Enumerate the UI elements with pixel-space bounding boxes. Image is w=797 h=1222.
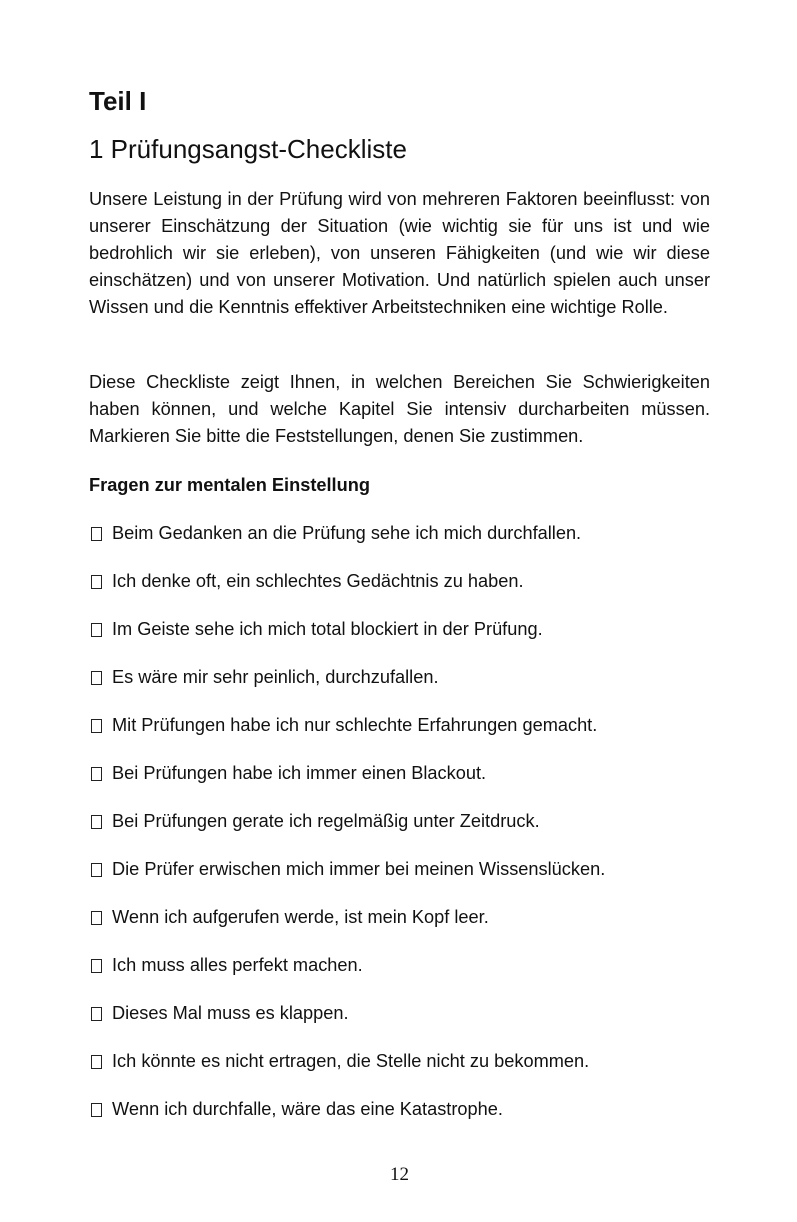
checklist [89,520,710,1144]
checklist-item-label: Ich könnte es nicht ertragen, die Stelle nicht zu bekommen. [112,1051,590,1071]
checklist-item[interactable] [89,616,710,643]
checklist-item[interactable] [89,664,710,691]
checkbox-icon[interactable] [91,623,102,637]
checklist-item-label: Die Prüfer erwischen mich immer bei meinen Wissenslücken. [112,859,606,879]
checkbox-icon[interactable] [91,911,102,925]
checkbox-icon[interactable] [91,1103,102,1117]
checkbox-icon[interactable] [91,959,102,973]
checklist-item[interactable] [89,712,710,739]
checklist-item[interactable] [89,1000,710,1027]
checklist-item[interactable] [89,952,710,979]
checklist-item[interactable] [89,1048,710,1075]
checklist-item[interactable] [89,1096,710,1123]
checklist-item-label: Ich muss alles perfekt machen. [112,955,363,975]
checklist-item[interactable] [89,520,710,547]
checklist-item-label: Mit Prüfungen habe ich nur schlechte Erfahrungen gemacht. [112,715,598,735]
checklist-item-label: Wenn ich aufgerufen werde, ist mein Kopf leer. [112,907,489,927]
checkbox-icon[interactable] [91,815,102,829]
instruction-paragraph: Diese Checkliste zeigt Ihnen, in welchen Bereichen Sie Schwierigkeiten haben können, und welche Kapitel Sie intensiv durcharbeiten müssen. Markieren Sie bitte die Feststellungen, denen Sie zustimmen. [89,372,710,446]
checkbox-icon[interactable] [91,719,102,733]
checkbox-icon[interactable] [91,575,102,589]
checkbox-icon[interactable] [91,767,102,781]
checkbox-icon[interactable] [91,1007,102,1021]
checklist-item[interactable] [89,856,710,883]
document-page [89,0,710,1222]
section-heading: Fragen zur mentalen Einstellung [89,475,370,495]
checklist-item-label: Bei Prüfungen gerate ich regelmäßig unter Zeitdruck. [112,811,540,831]
checklist-item[interactable] [89,904,710,931]
checkbox-icon[interactable] [91,527,102,541]
checklist-item-label: Ich denke oft, ein schlechtes Gedächtnis zu haben. [112,571,524,591]
intro-paragraph: Unsere Leistung in der Prüfung wird von mehreren Faktoren beeinflusst: von unserer Einschätzung der Situation (wie wichtig sie für uns ist und wie bedrohlich wir sie erleben), von unseren Fähigkeiten (und wie wir diese einschätzen) und von unserer Motivation. Und natürlich spielen auch unser Wissen und die Kenntnis effektiver Arbeitstechniken eine wichtige Rolle. [89,189,710,317]
checkbox-icon[interactable] [91,863,102,877]
checklist-item[interactable] [89,760,710,787]
checkbox-icon[interactable] [91,1055,102,1069]
checklist-item-label: Bei Prüfungen habe ich immer einen Blackout. [112,763,487,783]
checkbox-icon[interactable] [91,671,102,685]
chapter-title: 1 Prüfungsangst-Checkliste [89,134,407,164]
checklist-item[interactable] [89,568,710,595]
checklist-item-label: Dieses Mal muss es klappen. [112,1003,349,1023]
checklist-item[interactable] [89,808,710,835]
checklist-item-label: Es wäre mir sehr peinlich, durchzufallen. [112,667,439,687]
checklist-item-label: Beim Gedanken an die Prüfung sehe ich mich durchfallen. [112,523,582,543]
checklist-item-label: Wenn ich durchfalle, wäre das eine Katastrophe. [112,1099,503,1119]
checklist-item-label: Im Geiste sehe ich mich total blockiert in der Prüfung. [112,619,543,639]
part-title: Teil I [89,86,147,116]
page-number: 12 [390,1164,409,1185]
